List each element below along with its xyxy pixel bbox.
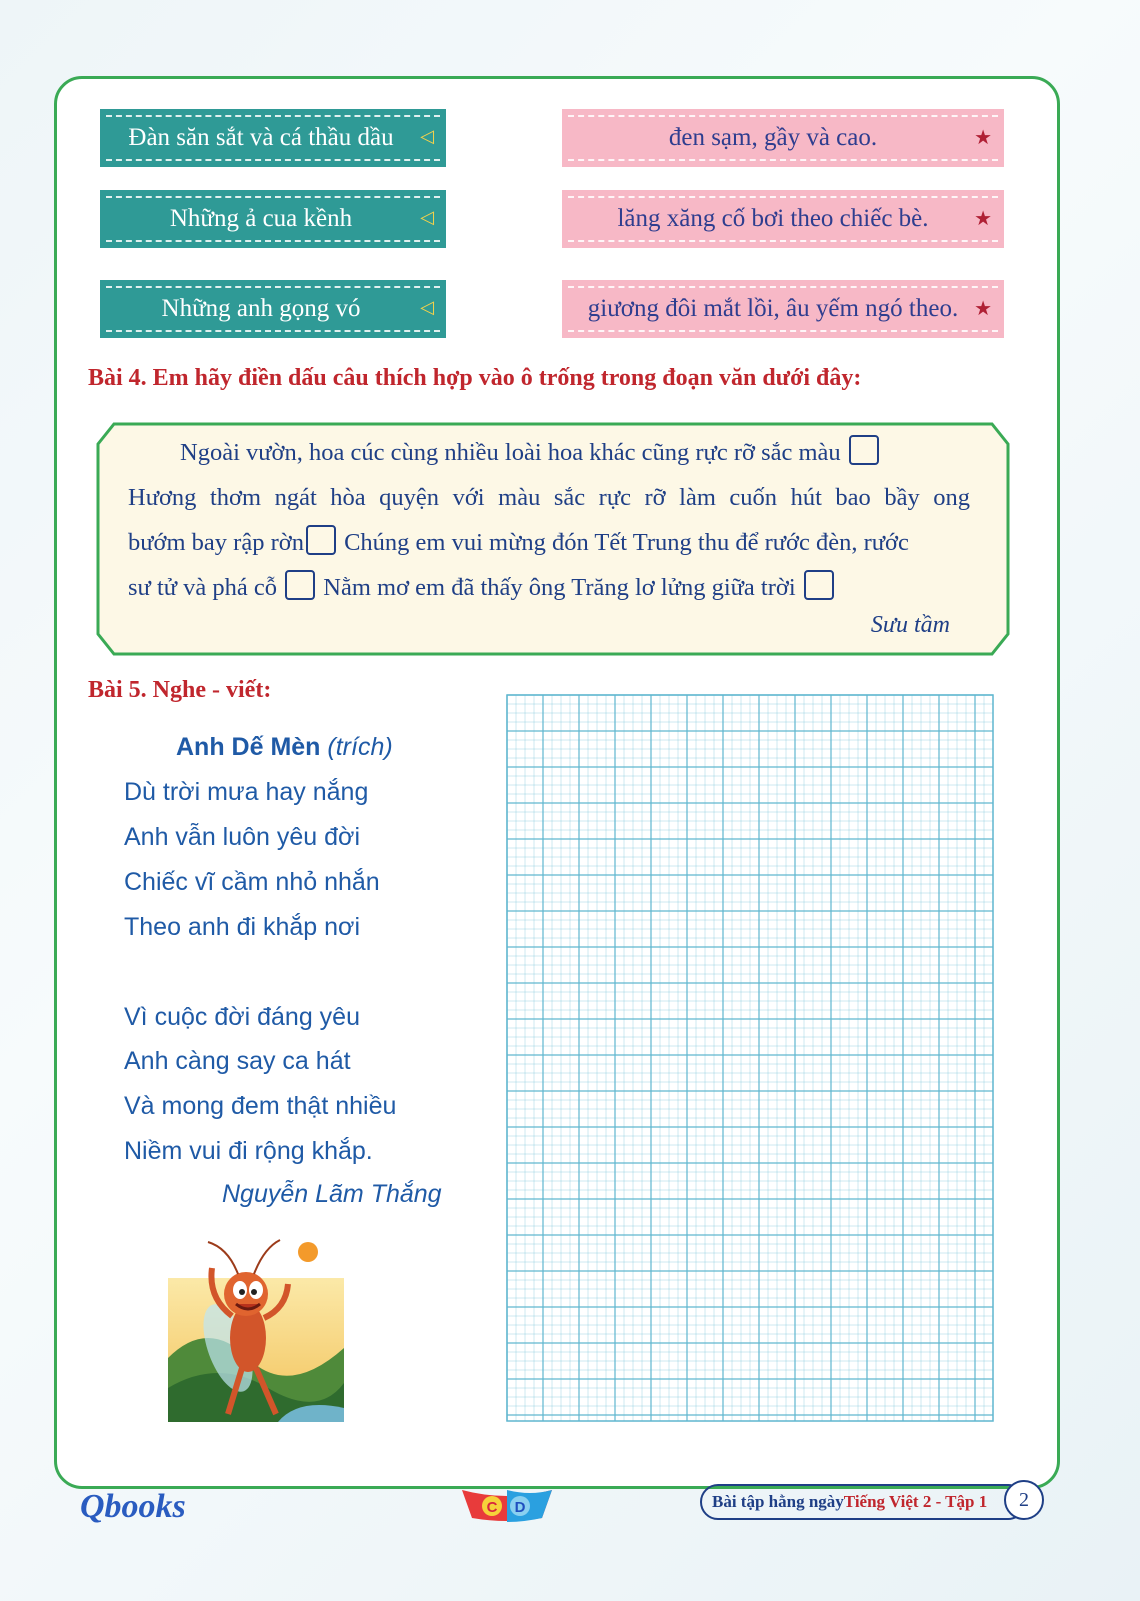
heart-icon: ◁ — [420, 207, 434, 228]
bai4-line1: Ngoài vườn, hoa cúc cùng nhiều loài hoa khác cũng rực rỡ sắc màu — [180, 439, 841, 466]
match-left-2[interactable] — [100, 190, 446, 248]
poem-author: Nguyễn Lãm Thắng — [222, 1180, 442, 1208]
qbooks-logo: Qbooks — [80, 1488, 186, 1525]
match-right-2[interactable] — [562, 190, 1004, 248]
poem-line: Và mong đem thật nhiều — [124, 1092, 397, 1120]
page-number: 2 — [1004, 1480, 1044, 1520]
star-icon: ★ — [974, 296, 992, 320]
poem-line: Anh càng say ca hát — [124, 1047, 351, 1075]
match-left-1[interactable] — [100, 109, 446, 167]
poem-title-text: Anh Dế Mèn — [176, 733, 321, 761]
cd-logo — [462, 1484, 552, 1524]
cd-logo-d: D — [514, 1499, 526, 1516]
match-left-1-text: Đàn săn sắt và cá thầu dầu — [128, 124, 394, 151]
poem-line: Vì cuộc đời đáng yêu — [124, 1003, 360, 1031]
match-left-2-text: Những ả cua kềnh — [169, 205, 353, 232]
bai4-line4a: sư tử và phá cỗ — [128, 574, 278, 601]
bai4-line4b: Nằm mơ em đã thấy ông Trăng lơ lửng giữa trời — [323, 574, 796, 601]
bai4-heading: Bài 4. Em hãy điền dấu câu thích hợp vào ô trống trong đoạn văn dưới đây: — [88, 365, 862, 391]
poem-line: Anh vẫn luôn yêu đời — [124, 823, 360, 851]
series-subject: Tiếng Việt 2 - Tập 1 — [843, 1492, 988, 1511]
heart-icon: ◁ — [420, 126, 434, 147]
punctuation-blank-3[interactable] — [285, 570, 315, 600]
match-left-3[interactable] — [100, 280, 446, 338]
poem-title-note: (trích) — [327, 733, 393, 761]
bai4-line2: Hương thơm ngát hòa quyện với màu sắc rực rỡ làm cuốn hút bao bầy ong — [128, 484, 970, 511]
writing-grid[interactable] — [506, 694, 994, 1422]
poem-line: Niềm vui đi rộng khắp. — [124, 1137, 373, 1165]
match-right-2-text: lăng xăng cố bơi theo chiếc bè. — [617, 205, 929, 232]
match-right-1[interactable] — [562, 109, 1004, 167]
cricket-illustration — [168, 1238, 344, 1422]
poem-line: Chiếc vĩ cầm nhỏ nhắn — [124, 868, 380, 896]
bai4-source: Sưu tầm — [870, 612, 950, 638]
bai4-line3b: Chúng em vui mừng đón Tết Trung thu để rước đèn, rước — [344, 529, 909, 556]
cd-logo-c: C — [486, 1499, 498, 1516]
series-prefix: Bài tập hằng ngày — [712, 1492, 844, 1511]
match-left-3-text: Những anh gọng vó — [161, 295, 361, 322]
bai5-heading: Bài 5. Nghe - viết: — [88, 677, 272, 703]
poem-title — [176, 733, 393, 762]
series-title — [700, 1484, 1026, 1520]
bai4-paragraph — [128, 430, 970, 610]
heart-icon: ◁ — [420, 297, 434, 318]
star-icon: ★ — [974, 206, 992, 230]
poem-line: Dù trời mưa hay nắng — [124, 778, 369, 806]
punctuation-blank-1[interactable] — [849, 435, 879, 465]
punctuation-blank-2[interactable] — [306, 525, 336, 555]
poem-line: Theo anh đi khắp nơi — [124, 913, 360, 941]
match-right-1-text: đen sạm, gầy và cao. — [668, 124, 878, 151]
punctuation-blank-4[interactable] — [804, 570, 834, 600]
match-right-3[interactable] — [562, 280, 1004, 338]
match-right-3-text: giương đôi mắt lồi, âu yếm ngó theo. — [587, 295, 959, 322]
bai4-line3a: bướm bay rập rờn — [128, 529, 304, 556]
star-icon: ★ — [974, 125, 992, 149]
